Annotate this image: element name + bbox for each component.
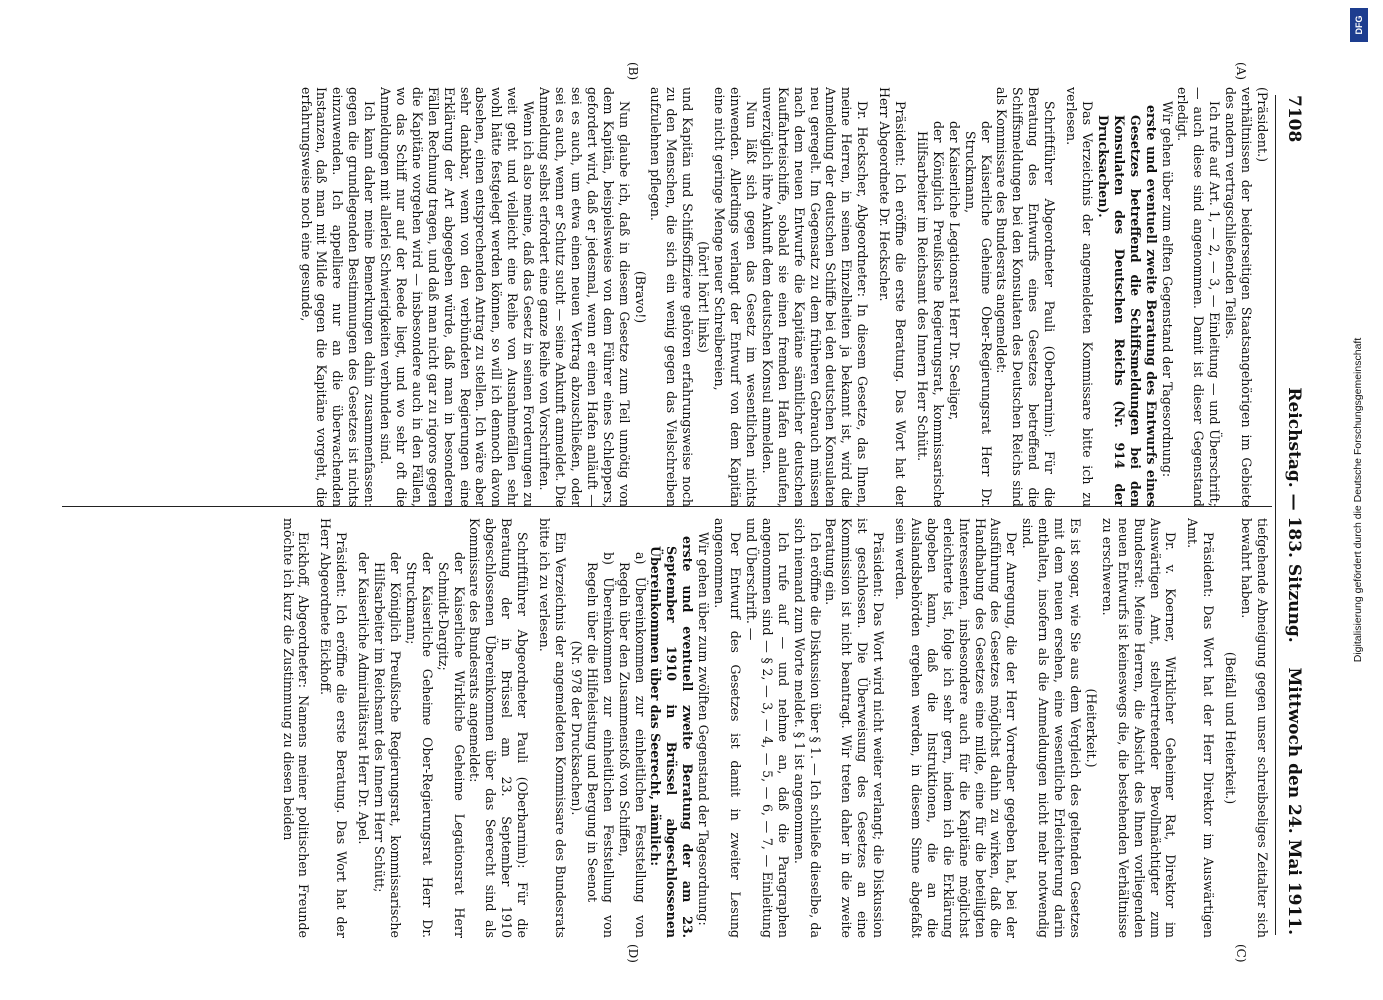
paragraph: Ich kann daher meine Bemerkungen dahin zusammenfassen: gegen die grundlegenden Bestimmungen des Gesetzes ist nichts einzuwenden. Ich appelliere nur an die überwachenden Instanzen, daß man mit Milde gegen die Kapitäne vorgeht, die erfahrungsweise noch eine gesunde, bbox=[298, 87, 378, 507]
paragraph: der Kaiserliche Geheime Ober-Regierungsrat Herr Dr. Struckmann, bbox=[962, 121, 994, 507]
paragraph: Präsident: Das Wort wird nicht weiter verlangt; die Diskussion ist geschlossen. Die Überweisung des Gesetzes an eine Kommission ist nicht beantragt. Wir treten daher in die zweite Beratung ein. bbox=[823, 518, 887, 938]
paragraph: Der Entwurf des Gesetzes ist damit in zweiter Lesung angenommen. bbox=[712, 518, 743, 938]
paragraph: Wenn ich also meine, daß das Gesetz in seinen Forderungen zu weit geht und vielleicht eine Reihe von Ausnahmefällen sehr wohl hätte festgelegt werden können, so will ich dennoch davon absehen, einen entsprechenden Antrag zu stellen. Ich wäre aber sehr dankbar, wenn von den verbündeten Regierungen eine Erklärung der Art abgegeben würde, daß man in besonderen Fällen Rechnung tragen, und daß man nicht gar zu rigoros gegen die Kapitäne vorgehen wird — insbesondere auch in den Fällen, wo das Schiff nur auf der Reede liegt, und wo sehr oft die Anmeldungen mit allerlei Schwierigkeiten verbunden sind. bbox=[378, 87, 537, 507]
paragraph: tiefgehende Abneigung gegen unser schreibseliges Zeitalter sich bewahrt haben. bbox=[1239, 518, 1270, 938]
paragraph: der Königlich Preußische Regierungsrat, kommissarische Hilfsarbeiter im Reichsamt des Innern Herr Schütt; bbox=[372, 552, 403, 938]
margin-mark-a: (A) bbox=[1234, 62, 1248, 81]
paragraph: Nun läßt sich gegen das Gesetz im wesentlichen nichts einwenden. Allerdings verlangt der Entwurf von dem Kapitän eine nicht geringe Menge neuer Schreibereien, bbox=[712, 87, 759, 507]
paragraph: der Königlich Preußische Regierungsrat, kommissarische Hilfsarbeiter im Reichsamt des Innern Herr Schütt. bbox=[914, 121, 946, 507]
paragraph: Wir gehen über zum elften Gegenstand der Tagesordnung: bbox=[1159, 101, 1175, 478]
paragraph: Das Verzeichnis der angemeldeten Kommissare bitte ich zu verlesen. bbox=[1064, 87, 1096, 507]
paragraph: Ich rufe auf — und nehme an, daß die Paragraphen angenommen sind — § 2, — 3, — 4, — 5, — 6, — 7, — Einleitung und Überschrift. — bbox=[743, 518, 791, 938]
left-text-column bbox=[70, 87, 1270, 507]
paragraph: Ich eröffne die Diskussion über § 1. — Ich schließe dieselbe, da sich niemand zum Worte meldet. § 1 ist angenommen. bbox=[791, 518, 823, 938]
paragraph: Eickhoff, Abgeordneter: Namens meiner politischen Freunde möchte ich kurz die Zustimmung zu diesen beiden bbox=[280, 518, 312, 938]
paragraph: und Kapitän und Schiffsoffiziere gehören erfahrungsweise noch zu den Menschen, die sich ein wenig gegen das Vielschreiben aufzulehnen pflegen. bbox=[648, 87, 696, 507]
paragraph: der Kaiserliche Legationsrat Herr Dr. Seeliger, bbox=[946, 121, 962, 421]
paragraph: (hört! hört! links) bbox=[696, 241, 712, 353]
page-number: 7108 bbox=[1284, 95, 1304, 143]
paragraph: Präsident: Das Wort hat der Herr Direktor im Auswärtigen Amt. bbox=[1185, 518, 1217, 938]
paragraph: Schriftführer Abgeordneter Pauli (Oberbarnim): Für die Beratung des Entwurfs eines Gesetzes betreffend die Schiffsmeldungen bei den Konsulaten des Deutschen Reichs sind als Kommissare des Bundesrats angemeldet: bbox=[994, 87, 1058, 507]
paragraph: Wir gehen über zum zwölften Gegenstand der Tagesordnung: bbox=[696, 532, 712, 926]
margin-mark-b: (B) bbox=[626, 62, 640, 81]
session-title: Reichstag. — 183. Sitzung. bbox=[1284, 387, 1304, 643]
paragraph: erste und eventuell zweite Beratung des Entwurfs eines Gesetzes betreffend die Schiffsmeldungen bei den Konsulaten des Deutschen Reichs (Nr. 914 der Drucksachen). bbox=[1095, 105, 1159, 507]
paragraph: der Kaiserliche Admiralitätsrat Herr Dr. Apel. bbox=[356, 552, 372, 845]
paragraph: Schriftführer Abgeordneter Pauli (Oberbarnim): Für die Beratung der in Brüssel am 23. September 1910 abgeschlossenen Übereinkommen über das Seerecht sind als Kommissare des Bundesrats angemeldet: bbox=[467, 518, 531, 938]
paragraph: erste und eventuell zweite Beratung der am 23. September 1910 in Brüssel abgeschlossenen Übereinkommen über das Seerecht, nämlich: bbox=[648, 536, 696, 938]
paragraph: (Bravo!) bbox=[632, 270, 648, 324]
paragraph: Nun glaube ich, daß in diesem Gesetze zum Teil unnötig von dem Kapitän, beispielsweise von dem Führer eines Schleppers, gefordert wird, daß er jedesmal, wenn er einen Hafen anläuft — sei es auch, um etwa einen neuen Vertrag abzuschließen, oder sei es auch, wenn er Schutz sucht — seine Ankunft anmeldet. Die Anmeldung selbst erfordert eine ganze Reihe von Vorschriften. bbox=[537, 87, 632, 507]
paragraph: Der Anregung, die der Herr Vorredner gegeben hat, bei der Ausführung des Gesetzes möglichst dahin zu wirken, daß die Handhabung des Gesetzes eine milde, eine für die beteiligten Interessenten, insbesondere auch für die Kapitäne möglichst erleichterte ist, folge ich sehr gern, indem ich die Erklärung abgeben kann, daß die Instruktionen, die an die Auslandsbehörden ergehen werden, in diesem Sinne abgefaßt sein werden. bbox=[893, 518, 1020, 938]
page-header bbox=[1278, 95, 1312, 935]
paragraph: Ich rufe auf Art. 1, — 2, — 3, — Einleitung — und Überschrift; — auch diese sind angenommen. Damit ist dieser Gegenstand erledigt. bbox=[1175, 87, 1223, 507]
margin-mark-c: (C) bbox=[1234, 944, 1248, 963]
right-text-column bbox=[70, 518, 1270, 938]
paragraph: Präsident: Ich eröffne die erste Beratung. Das Wort hat der Herr Abgeordnete Dr. Heckscher. bbox=[877, 87, 909, 507]
paragraph: (Präsident.) bbox=[1255, 87, 1270, 163]
paragraph: Es ist sogar, wie Sie aus dem Vergleich des geltenden Gesetzes mit dem neuen ersehen, eine wesentliche Erleichterung darin enthalten, insofern als die Anmeldungen nicht mehr notwendig sind. bbox=[1020, 518, 1084, 938]
paragraph: verhältnissen der beiderseitigen Staatsangehörigen im Gebiete des andern vertragschließenden Teiles. bbox=[1223, 87, 1255, 507]
digitization-credit: Digitalisierung gefördert durch die Deutsche Forschungsgemeinschaft bbox=[1352, 337, 1364, 663]
header-rule bbox=[1275, 95, 1276, 935]
paragraph: a) Übereinkommen zur einheitlichen Feststellung von Regeln über den Zusammenstoß von Schiffen, bbox=[616, 552, 648, 938]
paragraph: (Nr. 978 der Drucksachen). bbox=[568, 640, 584, 816]
paragraph: (Beifall und Heiterkeit.) bbox=[1223, 651, 1239, 805]
paragraph: der Kaiserliche Geheime Ober-Regierungsrat Herr Dr. Struckmann; bbox=[403, 552, 435, 938]
paragraph: der Kaiserliche Wirkliche Geheime Legationsrat Herr Schmidt-Dargitz; bbox=[435, 552, 467, 938]
paragraph: Präsident: Ich eröffne die erste Beratung. Das Wort hat der Herr Abgeordnete Eickhoff. bbox=[318, 518, 350, 938]
paragraph: Ein Verzeichnis der angemeldeten Kommissare des Bundesrats bitte ich zu verlesen. bbox=[537, 518, 569, 938]
paragraph: b) Übereinkommen zur einheitlichen Feststellung von Regeln über die Hilfeleistung und Bergung in Seenot bbox=[584, 552, 616, 938]
dfg-logo: DFG bbox=[1350, 8, 1368, 42]
margin-mark-d: (D) bbox=[626, 944, 640, 963]
paragraph: Dr. v. Koerner, Wirklicher Geheimer Rat, Direktor im Auswärtigen Amt, stellvertretender Bevollmächtigter zum Bundesrat: Meine Herren, die Absicht des Ihnen vorliegenden neuen Entwurfs ist keineswegs die, die bestehenden Verhältnisse zu erschweren. bbox=[1099, 518, 1179, 938]
session-date: Mittwoch den 24. Mai 1911. bbox=[1284, 667, 1304, 935]
paragraph: (Heiterkeit.) bbox=[1083, 688, 1099, 768]
paragraph: Dr. Heckscher, Abgeordneter: In diesem Gesetze, das Ihnen, meine Herren, in seinen Einzelheiten ja bekannt ist, wird die Anmeldung der deutschen Schiffe bei den deutschen Konsulaten neu geregelt. Im Gegensatz zu dem früheren Gebrauch müssen nach dem neuen Entwurfe die Kapitäne sämtlicher deutschen Kauffahrteischiffe, sobald sie einen fremden Hafen anlaufen, unverzüglich ihre Ankunft dem deutschen Konsul anmelden. bbox=[759, 87, 871, 507]
